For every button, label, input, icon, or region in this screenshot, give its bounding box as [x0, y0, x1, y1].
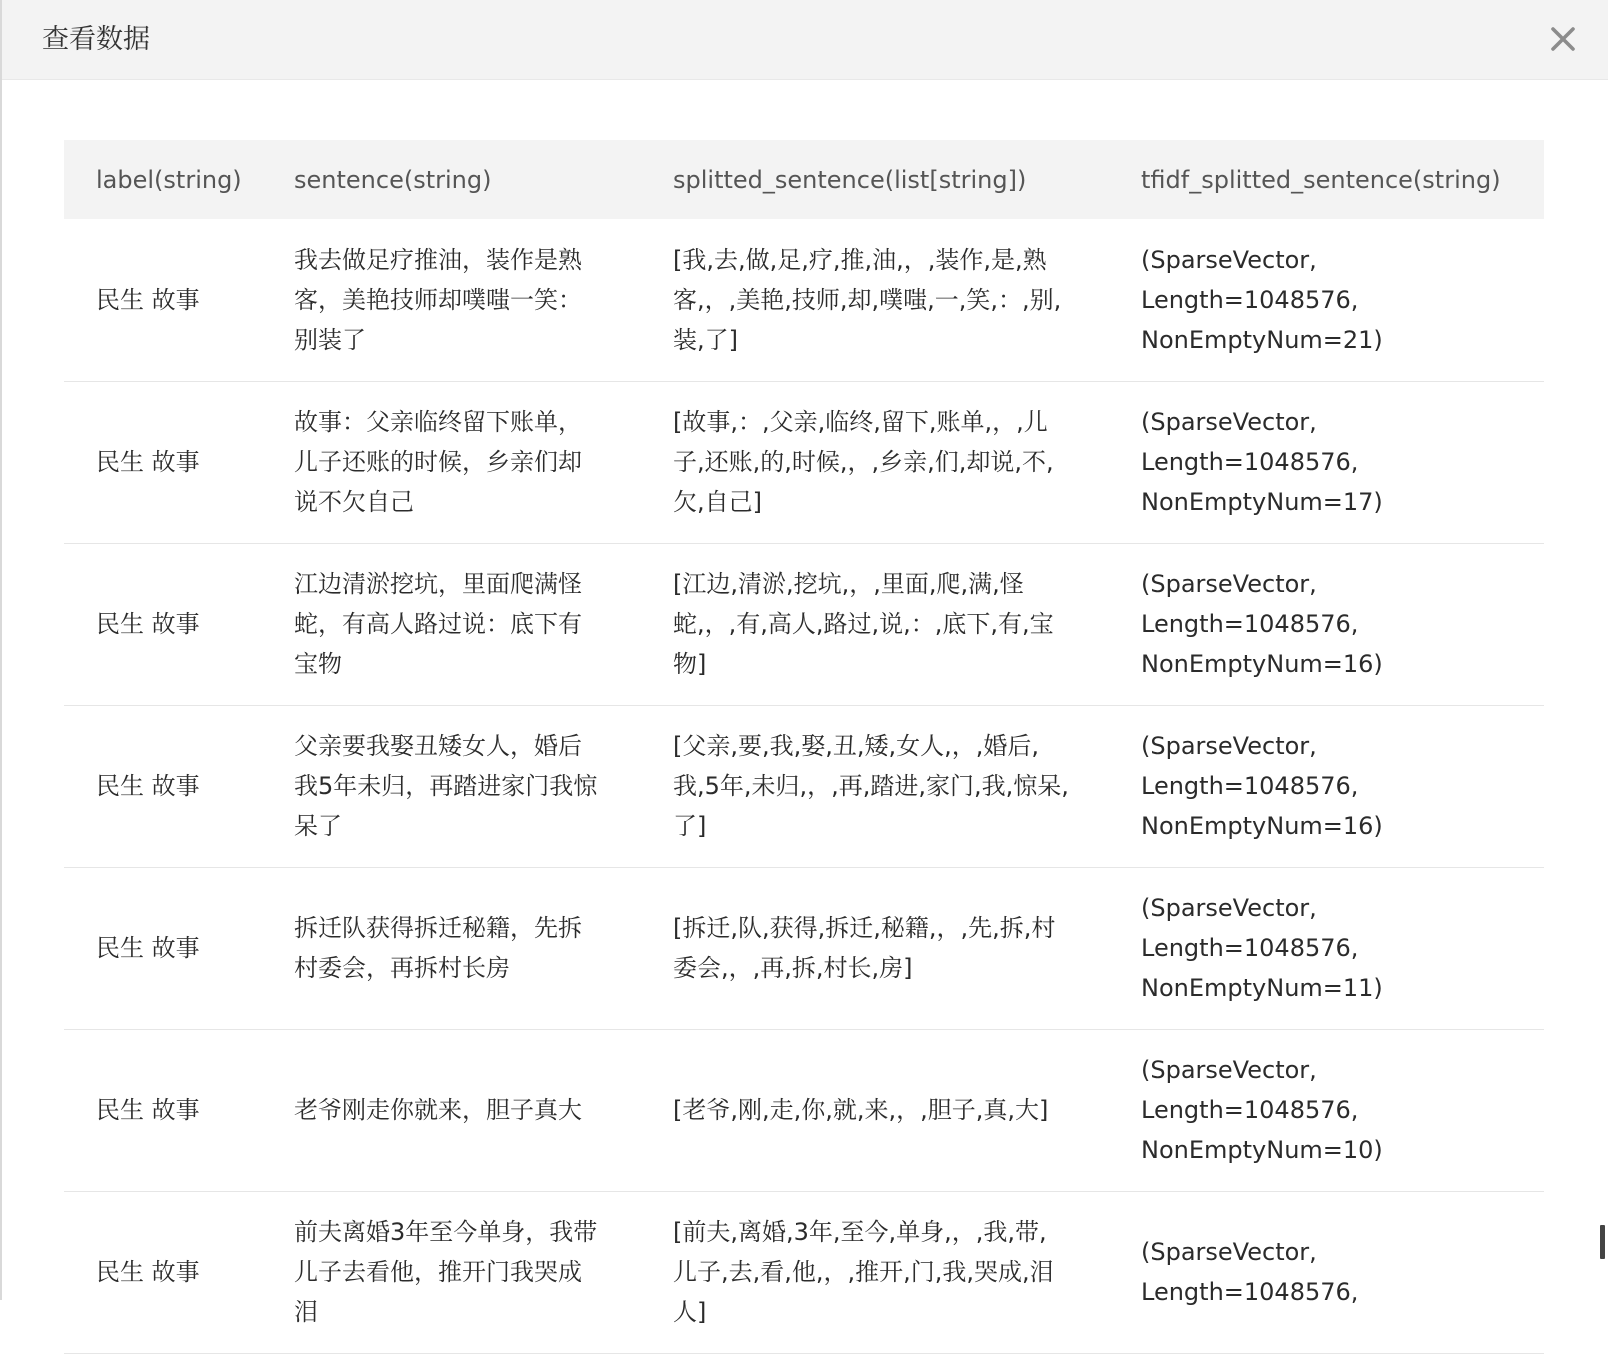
column-header-sentence: sentence(string): [294, 165, 492, 194]
cell-tfidf: (SparseVector, Length=1048576, NonEmptyNum=16): [1141, 732, 1383, 840]
table-row: [64, 219, 1544, 381]
cell-splitted-sentence: [老爷,刚,走,你,就,来,，,胆子,真,大]: [673, 1096, 1049, 1124]
cell-label: 民生 故事: [96, 772, 200, 800]
cell-label: 民生 故事: [96, 1096, 200, 1124]
column-header-splitted-sentence: splitted_sentence(list[string]): [673, 165, 1027, 194]
cell-splitted-sentence: [拆迁,队,获得,拆迁,秘籍,，,先,拆,村委会,，,再,拆,村长,房]: [673, 914, 1056, 982]
cell-label: 民生 故事: [96, 285, 200, 314]
table-row: [64, 1029, 1544, 1191]
cell-splitted-sentence: [父亲,要,我,娶,丑,矮,女人,，,婚后,我,5年,未归,，,再,踏进,家门,我,惊呆,了]: [673, 732, 1069, 840]
cell-sentence: 故事：父亲临终留下账单，儿子还账的时候，乡亲们却说不欠自己: [294, 408, 582, 516]
data-table: [64, 140, 1544, 1354]
column-header-tfidf: tfidf_splitted_sentence(string): [1141, 165, 1501, 194]
cell-tfidf: (SparseVector, Length=1048576, NonEmptyNum=16): [1141, 570, 1383, 678]
table-row: [64, 381, 1544, 543]
cell-splitted-sentence: [前夫,离婚,3年,至今,单身,，,我,带,儿子,去,看,他,，,推开,门,我,哭成,泪人]: [673, 1218, 1054, 1326]
cell-label: 民生 故事: [96, 610, 200, 638]
table-row: [64, 543, 1544, 705]
cell-tfidf: (SparseVector, Length=1048576, NonEmptyNum=21): [1141, 245, 1383, 354]
cell-label: 民生 故事: [96, 1258, 200, 1286]
cell-tfidf: (SparseVector, Length=1048576, NonEmptyNum=11): [1141, 894, 1383, 1002]
cell-sentence: 我去做足疗推油，装作是熟客，美艳技师却噗嗤一笑：别装了: [294, 245, 582, 354]
cell-sentence: 拆迁队获得拆迁秘籍，先拆村委会，再拆村长房: [294, 914, 582, 982]
table-header-row: [64, 140, 1544, 219]
scrollbar-thumb[interactable]: [1600, 1225, 1605, 1259]
cell-sentence: 父亲要我娶丑矮女人，婚后我5年未归，再踏进家门我惊呆了: [294, 732, 598, 840]
column-header-label: label(string): [96, 165, 242, 194]
cell-tfidf: (SparseVector, Length=1048576, NonEmptyNum=10): [1141, 1056, 1383, 1164]
cell-label: 民生 故事: [96, 448, 200, 476]
table-row: [64, 705, 1544, 867]
cell-splitted-sentence: [江边,清淤,挖坑,，,里面,爬,满,怪蛇,，,有,高人,路过,说,：,底下,有,宝物]: [673, 570, 1054, 678]
cell-sentence: 前夫离婚3年至今单身，我带儿子去看他，推开门我哭成泪: [294, 1218, 598, 1326]
cell-sentence: 老爷刚走你就来，胆子真大: [294, 1096, 582, 1124]
cell-label: 民生 故事: [96, 934, 200, 962]
dialog-title: 查看数据: [42, 24, 150, 55]
cell-tfidf: (SparseVector, Length=1048576, NonEmptyNum=17): [1141, 408, 1383, 516]
dialog-header: [2, 0, 1608, 80]
cell-sentence: 江边清淤挖坑，里面爬满怪蛇，有高人路过说：底下有宝物: [294, 570, 582, 678]
close-button[interactable]: [1542, 18, 1584, 60]
close-icon: [1550, 26, 1576, 52]
cell-tfidf: (SparseVector, Length=1048576,: [1141, 1238, 1359, 1306]
table-row: [64, 867, 1544, 1029]
cell-splitted-sentence: [故事,：,父亲,临终,留下,账单,，,儿子,还账,的,时候,，,乡亲,们,却说,不,欠,自己]: [673, 408, 1054, 516]
table-row: [64, 1191, 1544, 1353]
cell-splitted-sentence: [我,去,做,足,疗,推,油,，,装作,是,熟客,，,美艳,技师,却,噗嗤,一,笑,：,别,装,了]: [673, 245, 1062, 354]
dialog-body[interactable]: [64, 140, 1544, 1326]
